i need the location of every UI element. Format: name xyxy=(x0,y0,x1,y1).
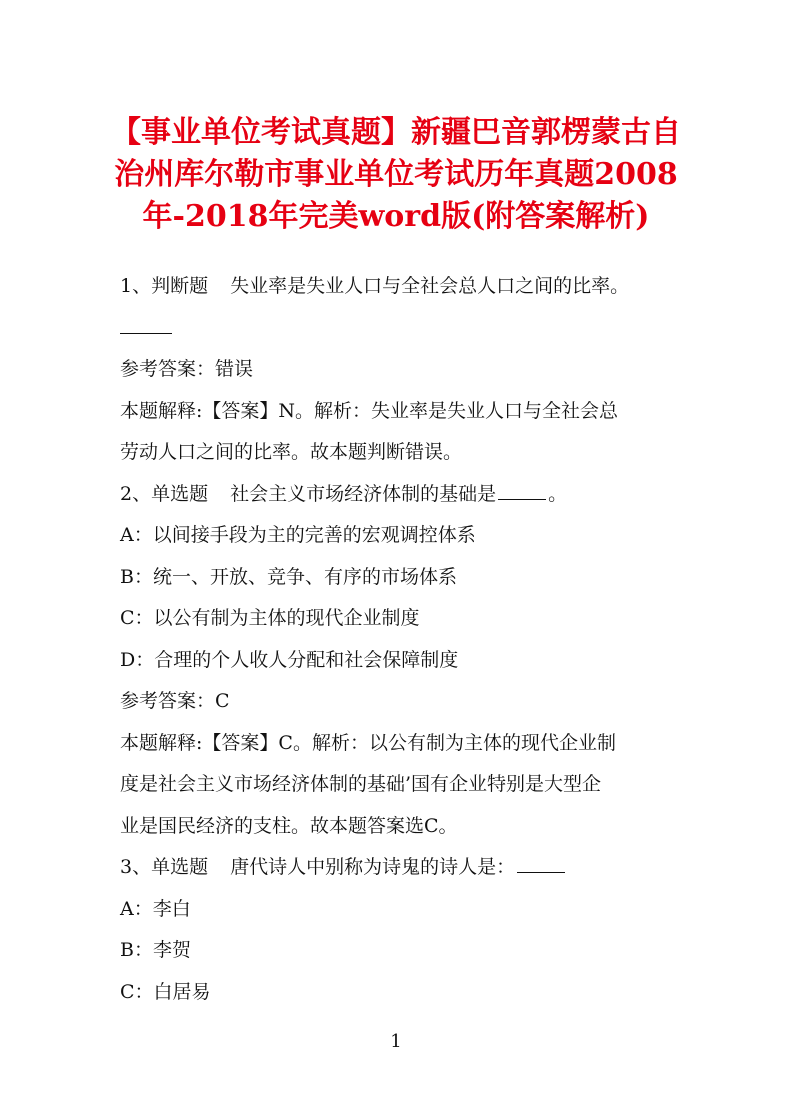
answer-blank xyxy=(517,852,565,873)
question-number: 2、 xyxy=(120,482,152,505)
question-type: 单选题 xyxy=(151,856,209,878)
question-1-explanation-line: 本题解释:【答案】N。解析：失业率是失业人口与全社会总 xyxy=(120,399,619,422)
question-1-stem xyxy=(120,266,680,308)
question-type: 单选题 xyxy=(151,482,209,505)
question-2-option-c: C：以公有制为主体的现代企业制度 xyxy=(120,607,420,629)
question-1-explanation-line: 劳动人口之间的比率。故本题判断错误。 xyxy=(120,441,463,463)
question-2-option-d: D：合理的个人收人分配和社会保障制度 xyxy=(120,648,459,671)
answer-label: 参考答案： xyxy=(120,690,216,712)
question-3-option-a: A：李白 xyxy=(120,897,191,920)
answer-value: C xyxy=(215,690,230,712)
question-number: 1、 xyxy=(120,275,152,297)
question-text: 社会主义市场经济体制的基础是 xyxy=(230,482,497,505)
question-1-answer xyxy=(120,349,680,391)
question-type: 判断题 xyxy=(151,275,209,297)
question-2-explanation-line: 度是社会主义市场经济体制的基础’国有企业特别是大型企 xyxy=(120,773,602,795)
question-2-option-a: A：以间接手段为主的完善的宏观调控体系 xyxy=(120,524,476,546)
answer-blank xyxy=(498,479,546,500)
answer-blank xyxy=(120,313,172,334)
answer-label: 参考答案： xyxy=(120,358,216,380)
question-3-stem xyxy=(120,847,680,889)
question-text-end: 。 xyxy=(548,482,568,505)
question-3-option-c: C：白居易 xyxy=(120,980,211,1003)
question-2-stem xyxy=(120,474,680,516)
question-1-answer-blank-line xyxy=(120,308,680,350)
question-2-explanation-line: 本题解释:【答案】C。解析：以公有制为主体的现代企业制 xyxy=(120,731,616,754)
page-number: 1 xyxy=(390,1031,402,1052)
question-2-option-b: B：统一、开放、竞争、有序的市场体系 xyxy=(120,565,457,588)
question-number: 3、 xyxy=(120,856,152,878)
document-title: 【事业单位考试真题】新疆巴音郭楞蒙古自治州库尔勒市事业单位考试历年真题2008年-2018年完美word版(附答案解析) xyxy=(111,115,681,234)
question-list xyxy=(120,266,680,1013)
answer-value: 错误 xyxy=(215,358,254,380)
question-2-answer xyxy=(120,681,680,723)
question-text: 失业率是失业人口与全社会总人口之间的比率。 xyxy=(230,275,630,297)
question-2-explanation-line: 业是国民经济的支柱。故本题答案选C。 xyxy=(120,814,458,837)
question-3-option-b: B：李贺 xyxy=(120,939,191,961)
question-text: 唐代诗人中别称为诗鬼的诗人是： xyxy=(230,856,516,878)
